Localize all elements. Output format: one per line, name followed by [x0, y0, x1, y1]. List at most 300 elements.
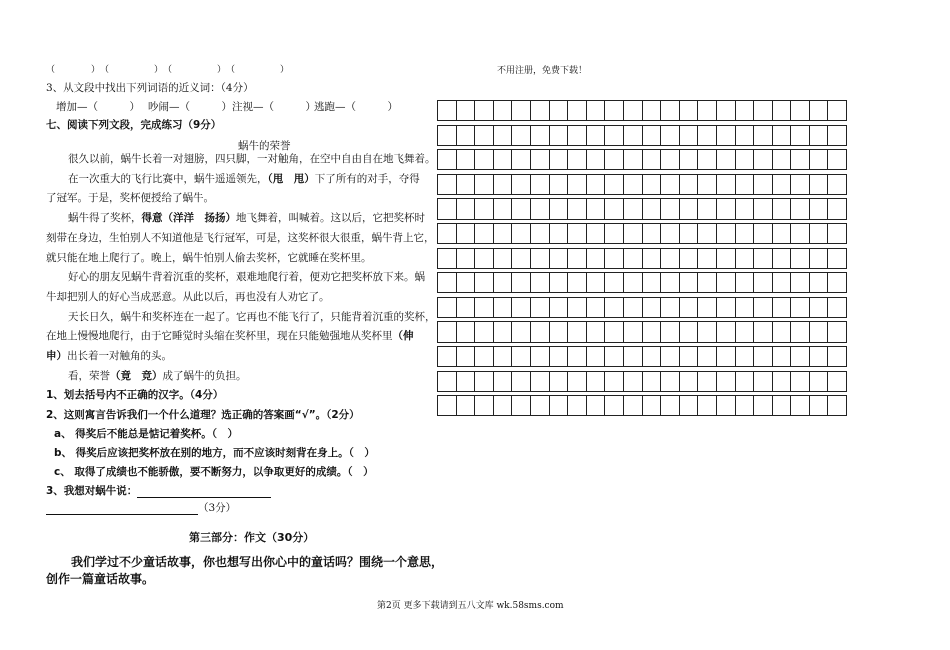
- grid-cell[interactable]: [661, 396, 680, 416]
- grid-cell[interactable]: [642, 125, 661, 145]
- grid-cell[interactable]: [568, 273, 587, 293]
- grid-cell[interactable]: [642, 346, 661, 366]
- grid-cell[interactable]: [754, 273, 773, 293]
- grid-cell[interactable]: [586, 223, 605, 243]
- grid-cell[interactable]: [661, 223, 680, 243]
- grid-cell[interactable]: [586, 174, 605, 194]
- grid-cell[interactable]: [586, 297, 605, 317]
- grid-cell[interactable]: [605, 371, 624, 391]
- grid-cell[interactable]: [828, 273, 847, 293]
- word-choice: （甩 甩）: [267, 172, 315, 185]
- grid-cell[interactable]: [456, 174, 475, 194]
- grid-cell[interactable]: [493, 101, 512, 121]
- grid-cell[interactable]: [679, 174, 698, 194]
- grid-cell[interactable]: [456, 396, 475, 416]
- grid-cell[interactable]: [828, 248, 847, 268]
- grid-cell[interactable]: [605, 223, 624, 243]
- grid-cell[interactable]: [530, 125, 549, 145]
- grid-cell[interactable]: [568, 396, 587, 416]
- grid-cell[interactable]: [772, 346, 791, 366]
- grid-cell[interactable]: [716, 223, 735, 243]
- grid-cell[interactable]: [623, 396, 642, 416]
- grid-cell[interactable]: [791, 125, 810, 145]
- grid-cell[interactable]: [828, 199, 847, 219]
- grid-cell[interactable]: [475, 371, 494, 391]
- grid-cell[interactable]: [716, 150, 735, 170]
- grid-cell[interactable]: [549, 371, 568, 391]
- grid-cell[interactable]: [754, 371, 773, 391]
- grid-cell[interactable]: [735, 346, 754, 366]
- grid-cell[interactable]: [605, 297, 624, 317]
- grid-cell[interactable]: [623, 174, 642, 194]
- grid-cell[interactable]: [530, 297, 549, 317]
- grid-cell[interactable]: [828, 297, 847, 317]
- q2-option-a[interactable]: a、 得奖后不能总是惦记着奖杯。（ ）: [54, 428, 238, 440]
- grid-cell[interactable]: [698, 322, 717, 342]
- q2-option-c[interactable]: c、 取得了成绩也不能骄傲，要不断努力，以争取更好的成绩。（ ）: [54, 466, 374, 478]
- grid-cell[interactable]: [493, 396, 512, 416]
- grid-cell[interactable]: [605, 199, 624, 219]
- grid-cell[interactable]: [586, 322, 605, 342]
- grid-cell[interactable]: [809, 199, 828, 219]
- grid-cell[interactable]: [735, 297, 754, 317]
- grid-cell[interactable]: [549, 223, 568, 243]
- grid-cell[interactable]: [568, 199, 587, 219]
- q2-option-b[interactable]: b、 得奖后应该把奖杯放在别的地方，而不应该时刻背在身上。（ ）: [54, 447, 375, 459]
- grid-cell[interactable]: [716, 396, 735, 416]
- grid-cell[interactable]: [530, 223, 549, 243]
- grid-cell[interactable]: [809, 150, 828, 170]
- grid-cell[interactable]: [568, 125, 587, 145]
- grid-cell[interactable]: [809, 396, 828, 416]
- grid-cell[interactable]: [642, 322, 661, 342]
- grid-cell[interactable]: [623, 371, 642, 391]
- grid-cell[interactable]: [493, 248, 512, 268]
- grid-cell[interactable]: [456, 322, 475, 342]
- grid-cell[interactable]: [772, 396, 791, 416]
- grid-cell[interactable]: [530, 371, 549, 391]
- grid-cell[interactable]: [475, 150, 494, 170]
- grid-cell[interactable]: [828, 346, 847, 366]
- grid-cell[interactable]: [475, 199, 494, 219]
- grid-cell[interactable]: [475, 297, 494, 317]
- grid-cell[interactable]: [772, 297, 791, 317]
- grid-row: [438, 297, 847, 317]
- grid-cell[interactable]: [642, 248, 661, 268]
- grid-cell[interactable]: [791, 371, 810, 391]
- grid-cell[interactable]: [605, 322, 624, 342]
- grid-cell[interactable]: [754, 297, 773, 317]
- grid-cell[interactable]: [716, 371, 735, 391]
- grid-cell[interactable]: [772, 150, 791, 170]
- grid-cell[interactable]: [623, 223, 642, 243]
- grid-cell[interactable]: [475, 101, 494, 121]
- grid-cell[interactable]: [809, 273, 828, 293]
- grid-cell[interactable]: [642, 223, 661, 243]
- grid-cell[interactable]: [586, 346, 605, 366]
- grid-cell[interactable]: [456, 199, 475, 219]
- grid-cell[interactable]: [716, 101, 735, 121]
- grid-cell[interactable]: [772, 199, 791, 219]
- grid-cell[interactable]: [512, 150, 531, 170]
- grid-cell[interactable]: [772, 371, 791, 391]
- grid-cell[interactable]: [438, 223, 457, 243]
- grid-cell[interactable]: [605, 248, 624, 268]
- grid-cell[interactable]: [549, 396, 568, 416]
- grid-cell[interactable]: [809, 125, 828, 145]
- grid-cell[interactable]: [828, 371, 847, 391]
- answer-line[interactable]: [137, 486, 271, 498]
- grid-cell[interactable]: [735, 273, 754, 293]
- grid-cell[interactable]: [605, 150, 624, 170]
- grid-cell[interactable]: [568, 248, 587, 268]
- grid-cell[interactable]: [623, 273, 642, 293]
- grid-cell[interactable]: [716, 248, 735, 268]
- grid-cell[interactable]: [493, 150, 512, 170]
- grid-cell[interactable]: [549, 101, 568, 121]
- grid-cell[interactable]: [549, 199, 568, 219]
- grid-cell[interactable]: [475, 396, 494, 416]
- grid-cell[interactable]: [438, 199, 457, 219]
- grid-cell[interactable]: [530, 150, 549, 170]
- grid-cell[interactable]: [661, 297, 680, 317]
- grid-cell[interactable]: [623, 125, 642, 145]
- grid-cell[interactable]: [586, 101, 605, 121]
- grid-cell[interactable]: [679, 273, 698, 293]
- grid-cell[interactable]: [698, 248, 717, 268]
- grid-cell[interactable]: [772, 101, 791, 121]
- grid-cell[interactable]: [549, 273, 568, 293]
- grid-cell[interactable]: [716, 273, 735, 293]
- grid-cell[interactable]: [791, 174, 810, 194]
- grid-cell[interactable]: [493, 273, 512, 293]
- grid-cell[interactable]: [475, 223, 494, 243]
- grid-cell[interactable]: [642, 150, 661, 170]
- grid-cell[interactable]: [605, 346, 624, 366]
- grid-cell[interactable]: [735, 371, 754, 391]
- grid-cell[interactable]: [772, 223, 791, 243]
- grid-cell[interactable]: [679, 223, 698, 243]
- grid-cell[interactable]: [475, 273, 494, 293]
- grid-cell[interactable]: [828, 150, 847, 170]
- grid-cell[interactable]: [642, 396, 661, 416]
- grid-cell[interactable]: [568, 101, 587, 121]
- grid-cell[interactable]: [661, 174, 680, 194]
- grid-cell[interactable]: [828, 396, 847, 416]
- grid-cell[interactable]: [512, 371, 531, 391]
- grid-cell[interactable]: [568, 223, 587, 243]
- grid-cell[interactable]: [679, 125, 698, 145]
- grid-cell[interactable]: [568, 371, 587, 391]
- grid-cell[interactable]: [586, 248, 605, 268]
- grid-cell[interactable]: [530, 174, 549, 194]
- grid-cell[interactable]: [530, 396, 549, 416]
- grid-cell[interactable]: [716, 125, 735, 145]
- grid-cell[interactable]: [549, 150, 568, 170]
- grid-cell[interactable]: [735, 101, 754, 121]
- grid-cell[interactable]: [530, 101, 549, 121]
- grid-cell[interactable]: [809, 371, 828, 391]
- answer-line[interactable]: [46, 503, 198, 515]
- q3-title: 3、从文段中找出下列词语的近义词：（4分）: [46, 82, 254, 94]
- grid-cell[interactable]: [679, 101, 698, 121]
- grid-cell[interactable]: [623, 297, 642, 317]
- story-line: 申）出长着一对触角的头。: [46, 350, 172, 363]
- grid-cell[interactable]: [754, 174, 773, 194]
- grid-cell[interactable]: [809, 223, 828, 243]
- grid-cell[interactable]: [661, 248, 680, 268]
- grid-cell[interactable]: [772, 273, 791, 293]
- question-1: 1、划去括号内不正确的汉字。（4分）: [46, 389, 224, 401]
- grid-cell[interactable]: [716, 174, 735, 194]
- grid-cell[interactable]: [698, 199, 717, 219]
- grid-cell[interactable]: [438, 396, 457, 416]
- grid-cell[interactable]: [493, 346, 512, 366]
- grid-cell[interactable]: [438, 297, 457, 317]
- grid-cell[interactable]: [623, 150, 642, 170]
- grid-cell[interactable]: [438, 150, 457, 170]
- grid-cell[interactable]: [493, 371, 512, 391]
- grid-cell[interactable]: [698, 273, 717, 293]
- grid-cell[interactable]: [828, 223, 847, 243]
- grid-cell[interactable]: [475, 125, 494, 145]
- grid-cell[interactable]: [493, 223, 512, 243]
- grid-cell[interactable]: [568, 322, 587, 342]
- grid-cell[interactable]: [698, 396, 717, 416]
- grid-cell[interactable]: [586, 150, 605, 170]
- grid-cell[interactable]: [493, 174, 512, 194]
- grid-cell[interactable]: [456, 273, 475, 293]
- grid-cell[interactable]: [456, 248, 475, 268]
- writing-grid[interactable]: [437, 100, 847, 416]
- grid-cell[interactable]: [716, 297, 735, 317]
- grid-cell[interactable]: [512, 346, 531, 366]
- grid-cell[interactable]: [716, 199, 735, 219]
- grid-cell[interactable]: [661, 322, 680, 342]
- grid-cell[interactable]: [605, 174, 624, 194]
- grid-cell[interactable]: [828, 101, 847, 121]
- grid-cell[interactable]: [791, 322, 810, 342]
- grid-cell[interactable]: [493, 125, 512, 145]
- grid-cell[interactable]: [438, 273, 457, 293]
- grid-cell[interactable]: [754, 101, 773, 121]
- grid-cell[interactable]: [754, 199, 773, 219]
- grid-cell[interactable]: [698, 150, 717, 170]
- grid-cell[interactable]: [530, 346, 549, 366]
- grid-cell[interactable]: [735, 150, 754, 170]
- grid-cell[interactable]: [456, 297, 475, 317]
- grid-cell[interactable]: [735, 199, 754, 219]
- grid-cell[interactable]: [512, 125, 531, 145]
- grid-cell[interactable]: [605, 125, 624, 145]
- grid-cell[interactable]: [512, 248, 531, 268]
- grid-cell[interactable]: [791, 150, 810, 170]
- grid-cell[interactable]: [661, 125, 680, 145]
- grid-cell[interactable]: [530, 248, 549, 268]
- grid-cell[interactable]: [456, 371, 475, 391]
- grid-cell[interactable]: [512, 297, 531, 317]
- grid-cell[interactable]: [716, 346, 735, 366]
- grid-cell[interactable]: [623, 346, 642, 366]
- grid-cell[interactable]: [754, 248, 773, 268]
- grid-cell[interactable]: [438, 174, 457, 194]
- grid-cell[interactable]: [642, 101, 661, 121]
- grid-cell[interactable]: [586, 199, 605, 219]
- grid-cell[interactable]: [568, 346, 587, 366]
- grid-cell[interactable]: [438, 371, 457, 391]
- grid-cell[interactable]: [679, 199, 698, 219]
- grid-cell[interactable]: [735, 248, 754, 268]
- grid-cell[interactable]: [605, 101, 624, 121]
- grid-cell[interactable]: [698, 174, 717, 194]
- grid-cell[interactable]: [456, 125, 475, 145]
- grid-cell[interactable]: [828, 125, 847, 145]
- grid-cell[interactable]: [586, 273, 605, 293]
- grid-cell[interactable]: [586, 371, 605, 391]
- grid-cell[interactable]: [791, 101, 810, 121]
- grid-cell[interactable]: [586, 125, 605, 145]
- grid-cell[interactable]: [512, 396, 531, 416]
- grid-cell[interactable]: [438, 101, 457, 121]
- grid-cell[interactable]: [754, 346, 773, 366]
- grid-cell[interactable]: [828, 174, 847, 194]
- grid-cell[interactable]: [809, 346, 828, 366]
- grid-cell[interactable]: [438, 125, 457, 145]
- grid-cell[interactable]: [791, 248, 810, 268]
- grid-cell[interactable]: [716, 322, 735, 342]
- grid-cell[interactable]: [791, 273, 810, 293]
- grid-cell[interactable]: [679, 322, 698, 342]
- grid-cell[interactable]: [679, 150, 698, 170]
- grid-cell[interactable]: [512, 199, 531, 219]
- grid-cell[interactable]: [679, 248, 698, 268]
- grid-cell[interactable]: [698, 371, 717, 391]
- grid-cell[interactable]: [605, 273, 624, 293]
- grid-cell[interactable]: [754, 396, 773, 416]
- grid-cell[interactable]: [772, 322, 791, 342]
- grid-cell[interactable]: [475, 248, 494, 268]
- grid-cell[interactable]: [512, 322, 531, 342]
- grid-row: [438, 322, 847, 342]
- grid-cell[interactable]: [791, 199, 810, 219]
- grid-cell[interactable]: [605, 396, 624, 416]
- grid-cell[interactable]: [568, 297, 587, 317]
- grid-cell[interactable]: [549, 174, 568, 194]
- grid-cell[interactable]: [475, 322, 494, 342]
- grid-cell[interactable]: [512, 174, 531, 194]
- grid-cell[interactable]: [735, 396, 754, 416]
- grid-cell[interactable]: [549, 346, 568, 366]
- grid-cell[interactable]: [809, 101, 828, 121]
- grid-cell[interactable]: [679, 297, 698, 317]
- grid-cell[interactable]: [754, 125, 773, 145]
- grid-cell[interactable]: [735, 174, 754, 194]
- grid-cell[interactable]: [549, 248, 568, 268]
- grid-cell[interactable]: [791, 346, 810, 366]
- grid-cell[interactable]: [698, 297, 717, 317]
- grid-cell[interactable]: [438, 322, 457, 342]
- grid-cell[interactable]: [568, 174, 587, 194]
- grid-cell[interactable]: [735, 223, 754, 243]
- grid-cell[interactable]: [661, 371, 680, 391]
- grid-cell[interactable]: [512, 223, 531, 243]
- grid-row: [438, 396, 847, 416]
- grid-cell[interactable]: [791, 297, 810, 317]
- grid-cell[interactable]: [661, 346, 680, 366]
- grid-row: [438, 150, 847, 170]
- grid-cell[interactable]: [475, 174, 494, 194]
- grid-cell[interactable]: [642, 174, 661, 194]
- grid-cell[interactable]: [493, 199, 512, 219]
- grid-cell[interactable]: [661, 273, 680, 293]
- grid-cell[interactable]: [642, 297, 661, 317]
- grid-cell[interactable]: [809, 322, 828, 342]
- grid-cell[interactable]: [661, 150, 680, 170]
- grid-cell[interactable]: [623, 199, 642, 219]
- grid-cell[interactable]: [772, 125, 791, 145]
- grid-cell[interactable]: [661, 199, 680, 219]
- grid-cell[interactable]: [754, 322, 773, 342]
- grid-cell[interactable]: [828, 322, 847, 342]
- grid-cell[interactable]: [512, 101, 531, 121]
- grid-cell[interactable]: [512, 273, 531, 293]
- grid-cell[interactable]: [754, 150, 773, 170]
- grid-cell[interactable]: [475, 346, 494, 366]
- grid-cell[interactable]: [456, 346, 475, 366]
- grid-cell[interactable]: [623, 101, 642, 121]
- grid-cell[interactable]: [679, 371, 698, 391]
- grid-cell[interactable]: [698, 101, 717, 121]
- grid-cell[interactable]: [809, 248, 828, 268]
- grid-cell[interactable]: [679, 346, 698, 366]
- grid-cell[interactable]: [735, 125, 754, 145]
- grid-cell[interactable]: [549, 125, 568, 145]
- grid-cell[interactable]: [568, 150, 587, 170]
- grid-cell[interactable]: [661, 101, 680, 121]
- grid-cell[interactable]: [438, 248, 457, 268]
- grid-cell[interactable]: [623, 322, 642, 342]
- grid-cell[interactable]: [735, 322, 754, 342]
- grid-cell[interactable]: [530, 322, 549, 342]
- grid-cell[interactable]: [642, 371, 661, 391]
- grid-cell[interactable]: [456, 223, 475, 243]
- grid-cell[interactable]: [754, 223, 773, 243]
- grid-cell[interactable]: [438, 346, 457, 366]
- grid-cell[interactable]: [791, 223, 810, 243]
- grid-cell[interactable]: [809, 174, 828, 194]
- grid-cell[interactable]: [698, 223, 717, 243]
- grid-cell[interactable]: [549, 297, 568, 317]
- grid-cell[interactable]: [772, 248, 791, 268]
- grid-cell[interactable]: [772, 174, 791, 194]
- grid-cell[interactable]: [493, 322, 512, 342]
- grid-cell[interactable]: [679, 396, 698, 416]
- grid-cell[interactable]: [530, 199, 549, 219]
- grid-cell[interactable]: [791, 396, 810, 416]
- grid-cell[interactable]: [456, 150, 475, 170]
- grid-cell[interactable]: [642, 273, 661, 293]
- grid-cell[interactable]: [530, 273, 549, 293]
- grid-cell[interactable]: [549, 322, 568, 342]
- grid-cell[interactable]: [809, 297, 828, 317]
- grid-cell[interactable]: [698, 125, 717, 145]
- grid-cell[interactable]: [586, 396, 605, 416]
- grid-cell[interactable]: [456, 101, 475, 121]
- grid-cell[interactable]: [698, 346, 717, 366]
- grid-cell[interactable]: [642, 199, 661, 219]
- grid-cell[interactable]: [493, 297, 512, 317]
- grid-cell[interactable]: [623, 248, 642, 268]
